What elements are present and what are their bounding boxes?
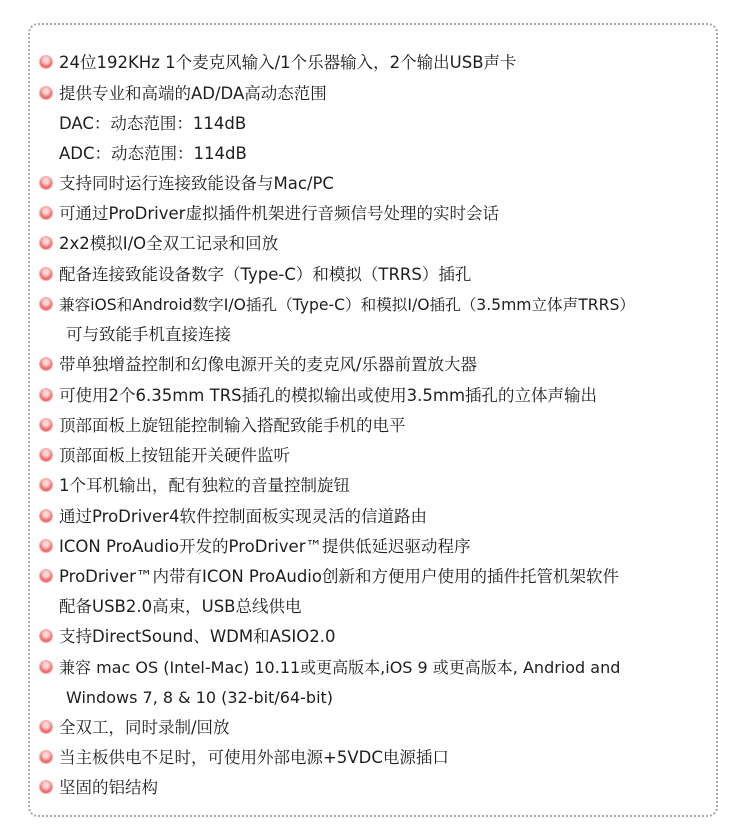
pink-dot-icon	[40, 661, 52, 673]
pink-dot-icon	[40, 721, 52, 733]
pink-dot-icon	[40, 570, 52, 582]
feature-line: 兼容iOS和Android数字I/O插孔（Type-C）和模拟I/O插孔（3.5mm立体声TRRS）	[59, 296, 635, 314]
feature-line: 带单独增益控制和幻像电源开关的麦克风/乐器前置放大器	[59, 355, 478, 374]
pink-dot-icon	[40, 419, 52, 431]
feature-detail-line: DAC：动态范围：114dB	[59, 114, 247, 133]
feature-line: 顶部面板上旋钮能控制输入搭配致能手机的电平	[59, 416, 406, 435]
feature-line: 可通过ProDriver虚拟插件机架进行音频信号处理的实时会话	[59, 204, 499, 223]
pink-dot-icon	[40, 298, 52, 310]
feature-continuation-line: Windows 7, 8 & 10 (32-bit/64-bit)	[66, 688, 334, 707]
pink-dot-icon	[40, 87, 52, 99]
feature-line: ICON ProAudio开发的ProDriver™提供低延迟驱动程序	[59, 537, 471, 556]
pink-dot-icon	[40, 268, 52, 280]
feature-line: 提供专业和高端的AD/DA高动态范围	[59, 84, 327, 103]
pink-dot-icon	[40, 630, 52, 642]
feature-line: 2x2模拟I/O全双工记录和回放	[59, 234, 279, 253]
pink-dot-icon	[40, 237, 52, 249]
feature-line: 当主板供电不足时，可使用外部电源+5VDC电源插口	[59, 748, 449, 767]
feature-line: 兼容 mac OS (Intel-Mac) 10.11或更高版本,iOS 9 或更高版本, Andriod and	[59, 658, 621, 677]
feature-line: 24位192KHz 1个麦克风输入/1个乐器输入，2个输出USB声卡	[59, 53, 517, 72]
pink-dot-icon	[40, 56, 52, 68]
feature-line: 全双工，同时录制/回放	[59, 718, 230, 737]
feature-line: ProDriver™内带有ICON ProAudio创新和方便用户使用的插件托管机架软件	[59, 567, 619, 586]
feature-line: 支持DirectSound、WDM和ASIO2.0	[59, 627, 336, 646]
feature-line: 坚固的铝结构	[59, 778, 158, 797]
pink-dot-icon	[40, 389, 52, 401]
feature-line: 支持同时运行连接致能设备与Mac/PC	[59, 174, 334, 193]
pink-dot-icon	[40, 358, 52, 370]
pink-dot-icon	[40, 510, 52, 522]
pink-dot-icon	[40, 177, 52, 189]
feature-line: 1个耳机输出，配有独粒的音量控制旋钮	[59, 476, 350, 495]
feature-line: 通过ProDriver4软件控制面板实现灵活的信道路由	[59, 507, 427, 526]
pink-dot-icon	[40, 449, 52, 461]
feature-line: 配备连接致能设备数字（Type-C）和模拟（TRRS）插孔	[59, 265, 472, 284]
pink-dot-icon	[40, 540, 52, 552]
feature-line: 顶部面板上按钮能开关硬件监听	[59, 446, 290, 465]
feature-line: 可使用2个6.35mm TRS插孔的模拟输出或使用3.5mm插孔的立体声输出	[59, 386, 598, 405]
pink-dot-icon	[40, 751, 52, 763]
pink-dot-icon	[40, 207, 52, 219]
feature-detail-line: ADC：动态范围：114dB	[59, 144, 247, 163]
feature-detail-line: 配备USB2.0高束，USB总线供电	[59, 597, 302, 616]
feature-continuation-line: 可与致能手机直接连接	[66, 325, 231, 344]
pink-dot-icon	[40, 479, 52, 491]
pink-dot-icon	[40, 781, 52, 793]
